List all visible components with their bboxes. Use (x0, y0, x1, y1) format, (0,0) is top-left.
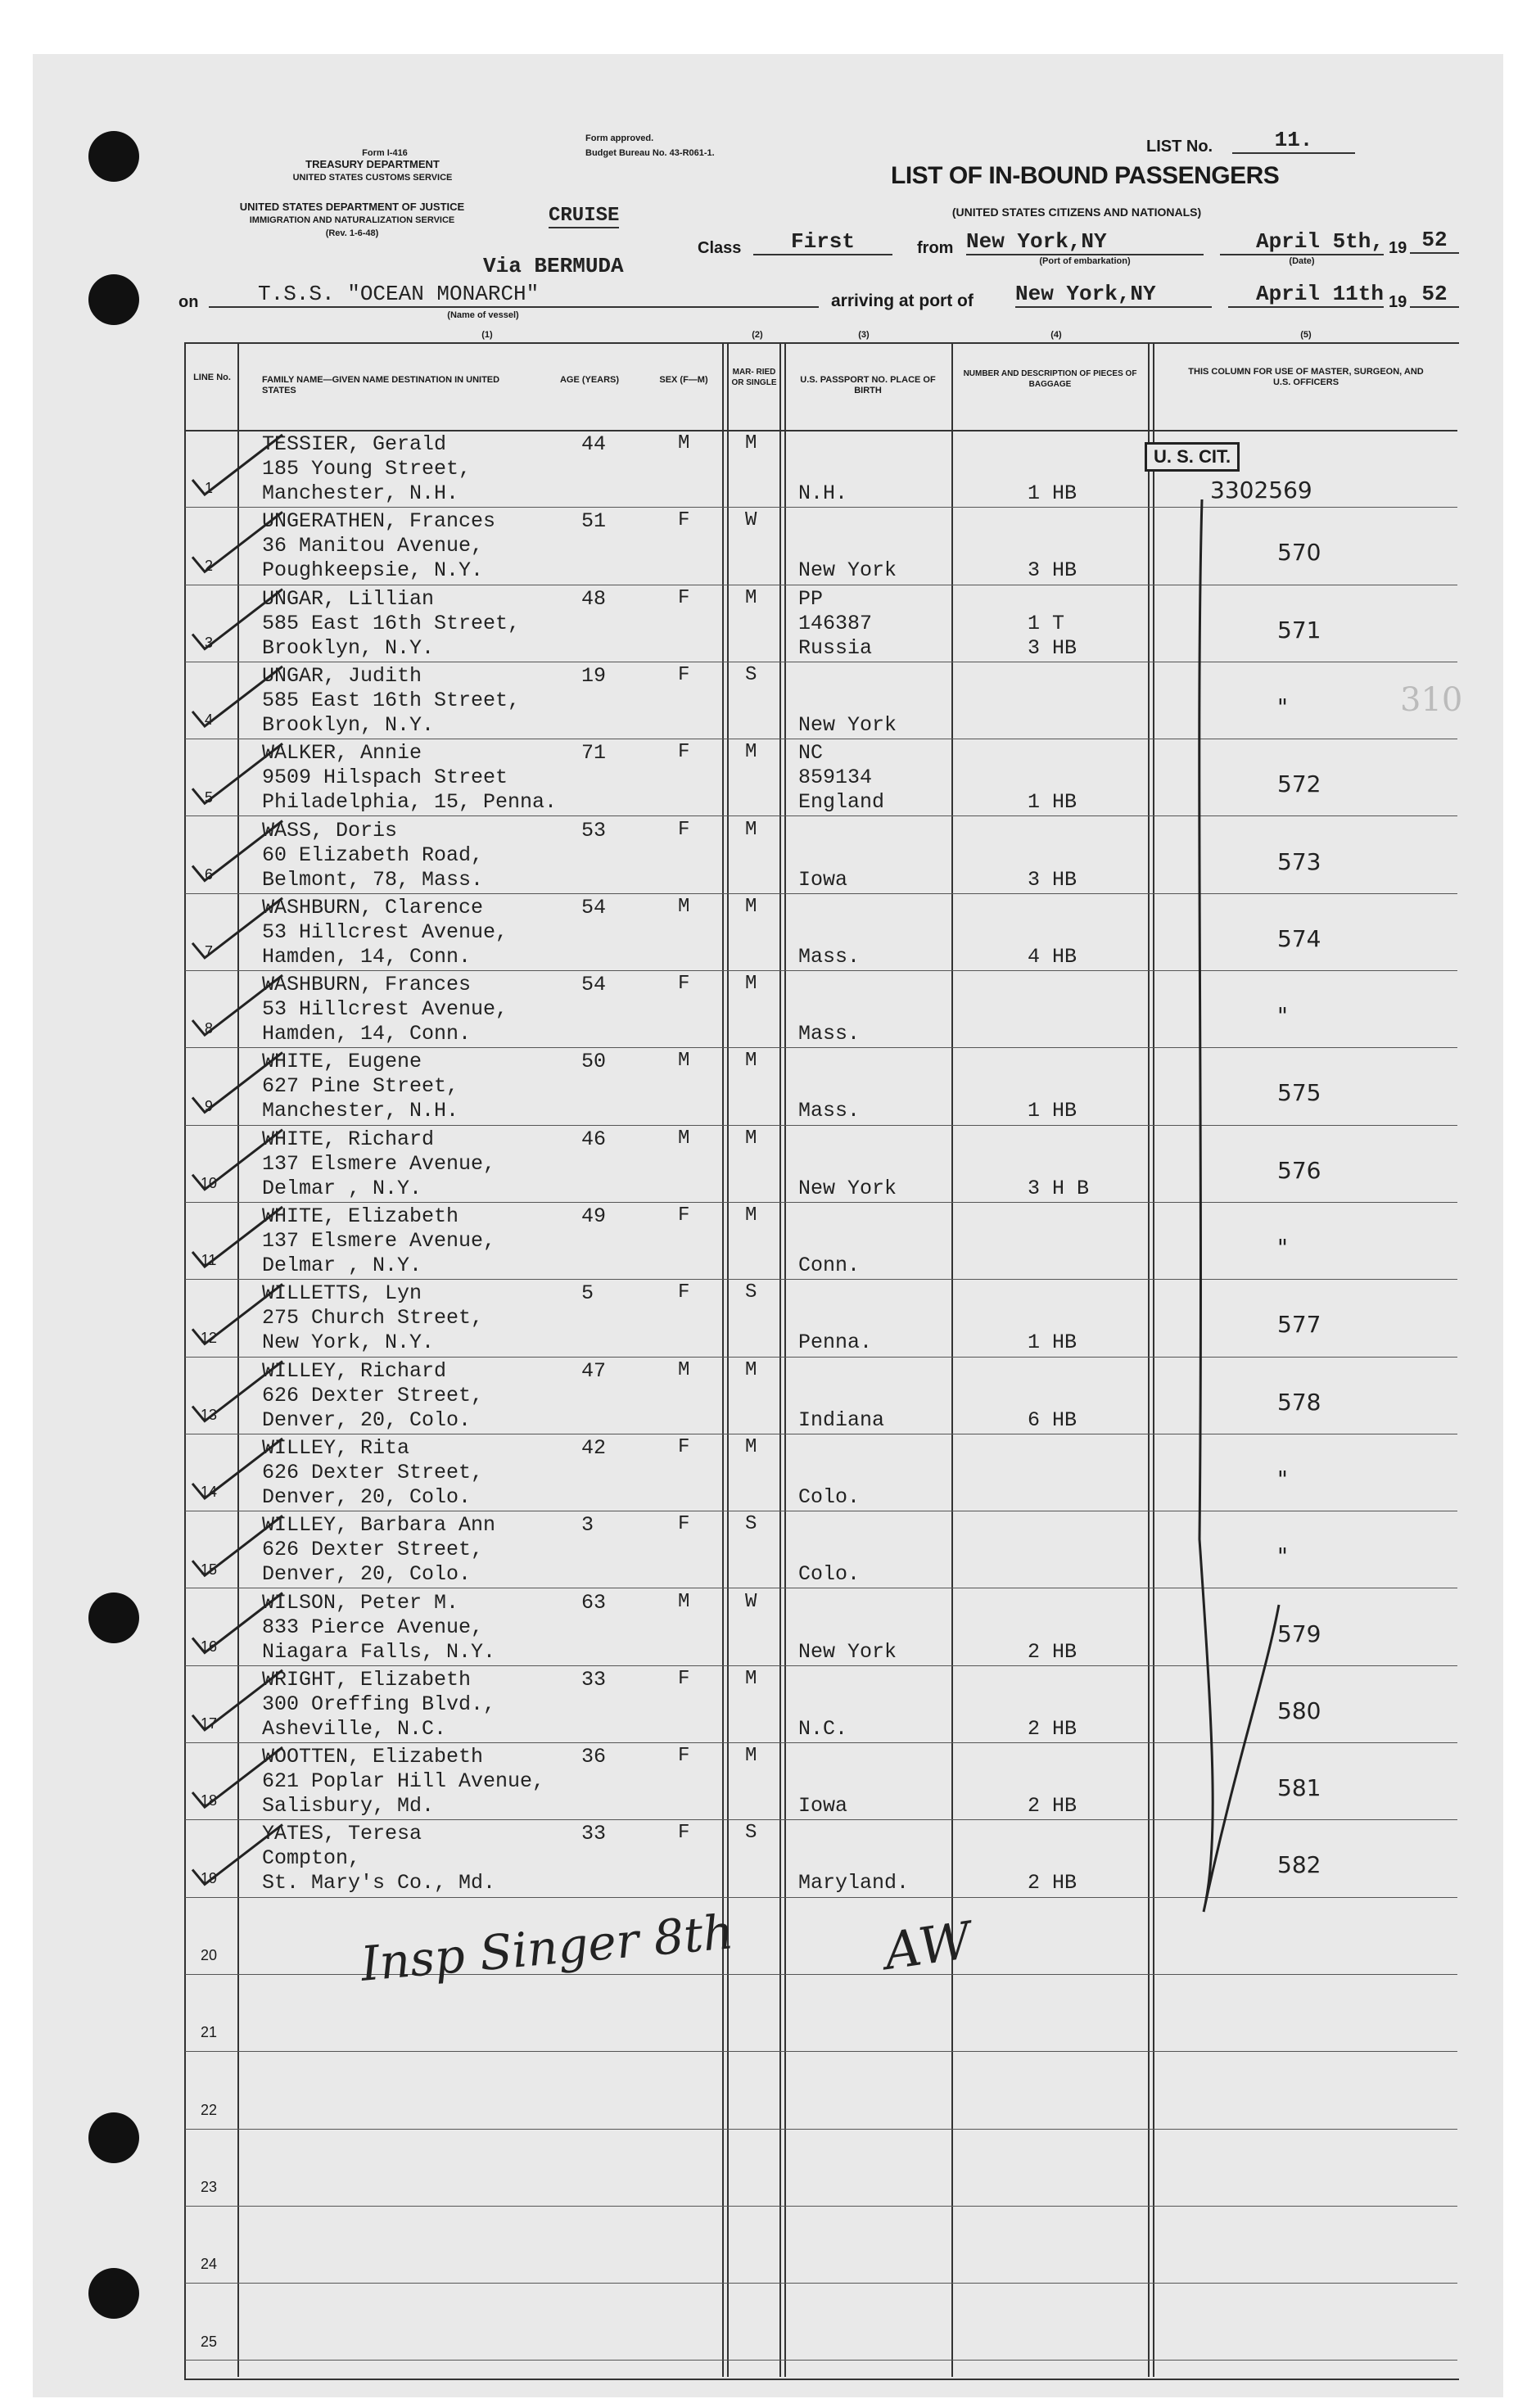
arrive-year: 52 (1410, 282, 1459, 308)
address-street: 585 East 16th Street, (262, 688, 521, 712)
line-number: 10 (200, 1175, 218, 1191)
sex-value: M (678, 432, 690, 454)
header-line-no: LINE No. (193, 373, 231, 382)
dept-customs: UNITED STATES CUSTOMS SERVICE (292, 173, 453, 183)
marital-status: M (745, 586, 757, 609)
place-of-birth: Mass. (798, 1099, 861, 1123)
age-value: 63 (581, 1590, 607, 1615)
place-of-birth: Mass. (798, 1022, 861, 1046)
address-street: 9509 Hilspach Street (262, 766, 508, 790)
passenger-name: WILLEY, Rita (262, 1435, 410, 1460)
line-number: 11 (201, 1252, 217, 1269)
check-mark (192, 1439, 282, 1498)
check-mark (192, 1670, 282, 1730)
line-number: 3 (204, 634, 213, 651)
officer-number: 581 (1277, 1774, 1321, 1802)
passenger-name: TESSIER, Gerald (262, 432, 447, 456)
sex-value: F (678, 1822, 690, 1845)
address-city: Denver, 20, Colo. (262, 1407, 472, 1432)
passport-code: PP (798, 586, 824, 611)
baggage-count: 2 HB (1028, 1871, 1077, 1895)
address-city: New York, N.Y. (262, 1330, 435, 1355)
address-street: 275 Church Street, (262, 1306, 484, 1330)
officer-number: " (1277, 1465, 1288, 1493)
age-value: 19 (581, 663, 607, 688)
officer-number: 573 (1277, 847, 1321, 875)
officer-number: 570 (1277, 539, 1321, 567)
passenger-name: UNGAR, Lillian (262, 586, 435, 611)
officer-number: 578 (1277, 1388, 1321, 1416)
address-street: 627 Pine Street, (262, 1074, 459, 1099)
line-number: 7 (204, 943, 213, 960)
baggage-count: 6 HB (1028, 1407, 1077, 1432)
place-of-birth: N.C. (798, 1716, 848, 1741)
line-number: 24 (200, 2256, 218, 2273)
sex-value: M (678, 1127, 690, 1150)
line-number: 20 (200, 1947, 218, 1963)
baggage-count: 4 HB (1028, 944, 1077, 969)
sex-value: M (678, 895, 690, 918)
baggage-count: 2 HB (1028, 1716, 1077, 1741)
officer-number: 576 (1277, 1156, 1321, 1184)
address-city: Brooklyn, N.Y. (262, 635, 435, 660)
sex-value: F (678, 1204, 690, 1227)
place-of-birth: New York (798, 712, 897, 737)
officer-number: 580 (1277, 1696, 1321, 1724)
marital-status: W (745, 509, 757, 532)
line-number: 23 (200, 2178, 218, 2195)
passenger-name: YATES, Teresa (262, 1822, 422, 1846)
age-value: 51 (581, 509, 607, 534)
place-of-birth: Colo. (798, 1562, 861, 1587)
passenger-name: WILLEY, Richard (262, 1358, 447, 1383)
via-label: Via BERMUDA (483, 254, 624, 278)
side-number: 310 (1400, 681, 1463, 719)
check-mark (192, 1207, 282, 1267)
sex-value: M (678, 1050, 690, 1073)
from-port: New York,NY (966, 229, 1204, 255)
age-value: 33 (581, 1822, 607, 1846)
check-mark (192, 512, 282, 572)
address-city: Delmar , N.Y. (262, 1254, 422, 1277)
vessel-label: (Name of vessel) (447, 310, 519, 320)
baggage-count: 2 HB (1028, 1794, 1077, 1818)
from-date: April 5th, (1220, 229, 1384, 255)
on-label: on (178, 293, 199, 311)
address-city: Belmont, 78, Mass. (262, 867, 484, 892)
place-of-birth: England (798, 790, 885, 815)
marital-status: M (745, 1127, 757, 1150)
age-value: 42 (581, 1435, 607, 1460)
line-number: 9 (204, 1097, 213, 1114)
line-number: 8 (204, 1020, 213, 1037)
check-mark (192, 1362, 282, 1421)
arriving-label: arriving at port of (831, 291, 974, 310)
sex-value: F (678, 509, 690, 532)
address-street: 137 Elsmere Avenue, (262, 1151, 496, 1176)
address-city: Denver, 20, Colo. (262, 1484, 472, 1509)
class-label: Class (698, 239, 742, 257)
line-number: 22 (200, 2101, 218, 2118)
passenger-name: WILSON, Peter M. (262, 1590, 459, 1615)
address-street: 137 Elsmere Avenue, (262, 1229, 496, 1253)
address-street: 833 Pierce Avenue, (262, 1615, 484, 1639)
age-value: 5 (581, 1281, 594, 1306)
passenger-name: WILLETTS, Lyn (262, 1281, 422, 1306)
check-mark (192, 975, 282, 1035)
line-number: 21 (200, 2024, 218, 2041)
col-num-5: (5) (1300, 330, 1312, 340)
age-value: 53 (581, 818, 607, 843)
sex-value: F (678, 586, 690, 609)
line-number: 2 (204, 557, 213, 574)
place-of-birth: N.H. (798, 481, 848, 505)
age-value: 54 (581, 973, 607, 997)
marital-status: M (745, 1745, 757, 1768)
dept-justice: UNITED STATES DEPARTMENT OF JUSTICE (239, 201, 465, 213)
vessel-name: T.S.S. "OCEAN MONARCH" (209, 282, 819, 308)
passenger-name: WASHBURN, Frances (262, 973, 472, 997)
marital-status: S (745, 1513, 757, 1536)
baggage-count: 1 HB (1028, 1330, 1077, 1355)
sex-value: F (678, 1281, 690, 1304)
line-number: 25 (200, 2333, 218, 2350)
place-of-birth: Mass. (798, 944, 861, 969)
address-street: 626 Dexter Street, (262, 1460, 484, 1484)
header-baggage: NUMBER AND DESCRIPTION OF PIECES OF BAGGAGE (963, 369, 1137, 389)
age-value: 47 (581, 1358, 607, 1383)
passport-number: 146387 (798, 611, 873, 635)
budget-bureau: Budget Bureau No. 43-R061-1. (585, 148, 715, 158)
address-street: 36 Manitou Avenue, (262, 534, 484, 558)
age-value: 48 (581, 586, 607, 611)
baggage-count: 1 HB (1028, 790, 1077, 815)
dept-treasury: TREASURY DEPARTMENT (305, 158, 440, 170)
header-passport: U.S. PASSPORT NO. PLACE OF BIRTH (800, 375, 936, 395)
officer-number: " (1277, 693, 1288, 721)
baggage-count: 1 HB (1028, 1099, 1077, 1123)
sex-value: F (678, 1667, 690, 1690)
check-mark (192, 743, 282, 803)
place-of-birth: Colo. (798, 1484, 861, 1509)
age-value: 50 (581, 1050, 607, 1074)
marital-status: M (745, 1050, 757, 1073)
place-of-birth: Maryland. (798, 1871, 910, 1895)
inspector-signature: Insp Singer 8th (358, 1904, 736, 1992)
cruise-label: CRUISE (549, 205, 620, 227)
address-street: 185 Young Street, (262, 457, 472, 481)
place-of-birth: Conn. (798, 1254, 861, 1277)
check-mark (192, 821, 282, 881)
marital-status: M (745, 818, 757, 841)
line-number: 17 (200, 1715, 218, 1733)
check-mark (192, 1824, 282, 1884)
address-city: Brooklyn, N.Y. (262, 712, 435, 737)
marital-status: S (745, 1281, 757, 1304)
header-sex: SEX (F—M) (659, 375, 708, 385)
line-number: 16 (200, 1638, 218, 1655)
line-number: 6 (204, 865, 213, 883)
passport-number: 859134 (798, 766, 873, 790)
baggage-count: 3 HB (1028, 867, 1077, 892)
age-value: 36 (581, 1745, 607, 1769)
sex-value: F (678, 1745, 690, 1768)
check-mark (192, 898, 282, 958)
sex-value: F (678, 973, 690, 996)
from-year-prefix: 19 (1389, 239, 1407, 257)
line-number: 14 (200, 1484, 218, 1501)
port-embark-label: (Port of embarkation) (1039, 256, 1131, 266)
list-no-label: LIST No. (1146, 138, 1213, 156)
officer-number: " (1277, 1234, 1288, 1261)
passenger-name: WILLEY, Barbara Ann (262, 1513, 496, 1538)
officer-number: 574 (1277, 924, 1321, 952)
sex-value: F (678, 818, 690, 841)
check-mark (192, 435, 282, 495)
col-num-4: (4) (1050, 330, 1062, 340)
address-street: 626 Dexter Street, (262, 1383, 484, 1407)
col-num-1: (1) (481, 330, 493, 340)
marital-status: M (745, 1435, 757, 1458)
passenger-name: WOOTTEN, Elizabeth (262, 1745, 484, 1769)
line-number: 15 (200, 1561, 218, 1578)
age-value: 44 (581, 432, 607, 456)
check-mark (192, 1747, 282, 1807)
passenger-name: UNGERATHEN, Frances (262, 509, 496, 534)
officer-number: 571 (1277, 616, 1321, 644)
address-street: 621 Poplar Hill Avenue, (262, 1769, 545, 1794)
age-value: 33 (581, 1667, 607, 1692)
address-city: Manchester, N.H. (262, 1099, 459, 1123)
date-label: (Date) (1289, 256, 1315, 266)
baggage-count: 1 HB (1028, 481, 1077, 505)
passenger-name: WHITE, Eugene (262, 1050, 422, 1074)
address-city: Manchester, N.H. (262, 481, 459, 505)
header-officers: THIS COLUMN FOR USE OF MASTER, SURGEON, AND U.S. OFFICERS (1188, 367, 1424, 387)
verification-stroke (1199, 499, 1279, 1912)
address-street: Compton, (262, 1846, 361, 1871)
sex-value: F (678, 663, 690, 686)
header-name: FAMILY NAME—GIVEN NAME DESTINATION IN UNITED STATES (262, 375, 500, 395)
sex-value: F (678, 1513, 690, 1536)
address-city: Denver, 20, Colo. (262, 1562, 472, 1587)
place-of-birth: New York (798, 1639, 897, 1664)
check-mark (192, 1130, 282, 1190)
address-city: Hamden, 14, Conn. (262, 1022, 472, 1046)
passenger-name: UNGAR, Judith (262, 663, 422, 688)
marital-status: M (745, 1667, 757, 1690)
age-value: 3 (581, 1513, 594, 1538)
line-number: 19 (200, 1869, 218, 1886)
passenger-name: WALKER, Annie (262, 741, 422, 766)
arrive-year-prefix: 19 (1389, 293, 1407, 311)
baggage-count: 3 HB (1028, 635, 1077, 660)
marital-status: W (745, 1590, 757, 1613)
officer-number: 572 (1277, 770, 1321, 798)
address-street: 300 Oreffing Blvd., (262, 1692, 496, 1716)
age-value: 46 (581, 1127, 607, 1151)
check-mark (192, 1593, 282, 1653)
place-of-birth: Russia (798, 635, 873, 660)
from-year: 52 (1410, 228, 1459, 254)
sex-value: M (678, 1590, 690, 1613)
line-number: 13 (200, 1406, 218, 1423)
age-value: 49 (581, 1204, 607, 1228)
address-street: 626 Dexter Street, (262, 1538, 484, 1562)
stamp-text: U. S. CIT. (1154, 446, 1231, 467)
officer-number: 582 (1277, 1851, 1321, 1879)
address-city: Salisbury, Md. (262, 1794, 435, 1818)
baggage-extra: 1 T (1028, 611, 1065, 635)
from-label: from (917, 239, 954, 257)
address-city: Delmar , N.Y. (262, 1176, 422, 1200)
marital-status: M (745, 1358, 757, 1381)
officer-number: 577 (1277, 1311, 1321, 1339)
address-street: 53 Hillcrest Avenue, (262, 997, 508, 1022)
check-mark (192, 1052, 282, 1112)
place-of-birth: Iowa (798, 1794, 848, 1818)
address-city: Niagara Falls, N.Y. (262, 1639, 496, 1664)
address-city: Philadelphia, 15, Penna. (262, 790, 558, 815)
baggage-count: 2 HB (1028, 1639, 1077, 1664)
col-num-2: (2) (752, 330, 763, 340)
line-number: 18 (200, 1792, 218, 1809)
col-num-3: (3) (858, 330, 870, 340)
line-number: 4 (204, 712, 213, 729)
arrive-date: April 11th (1228, 282, 1384, 308)
marital-status: M (745, 432, 757, 454)
address-city: Hamden, 14, Conn. (262, 944, 472, 969)
dept-ins: IMMIGRATION AND NATURALIZATION SERVICE (249, 215, 455, 225)
age-value: 71 (581, 741, 607, 766)
sex-value: F (678, 1435, 690, 1458)
line-number: 5 (204, 788, 213, 806)
check-mark (192, 666, 282, 726)
passenger-name: WRIGHT, Elizabeth (262, 1667, 472, 1692)
baggage-count: 3 H B (1028, 1176, 1090, 1200)
marital-status: M (745, 741, 757, 764)
marital-status: S (745, 1822, 757, 1845)
form-number: Form I-416 (362, 148, 408, 158)
form-approved: Form approved. (585, 133, 654, 143)
address-city: St. Mary's Co., Md. (262, 1871, 496, 1895)
sex-value: M (678, 1358, 690, 1381)
address-city: Poughkeepsie, N.Y. (262, 558, 484, 583)
baggage-count: 3 HB (1028, 558, 1077, 583)
form-subtitle: (UNITED STATES CITIZENS AND NATIONALS) (951, 206, 1202, 219)
officer-number: " (1277, 1002, 1288, 1030)
officer-number: 579 (1277, 1620, 1321, 1647)
check-mark (192, 590, 282, 649)
header-married: MAR- RIED OR SINGLE (731, 368, 777, 387)
officer-number: 3302569 (1210, 477, 1312, 504)
passenger-name: WHITE, Elizabeth (262, 1204, 459, 1228)
address-city: Asheville, N.C. (262, 1716, 447, 1741)
passenger-name: WHITE, Richard (262, 1127, 435, 1151)
marital-status: M (745, 1204, 757, 1227)
list-no-value: 11. (1232, 128, 1355, 154)
class-value: First (753, 229, 892, 255)
age-value: 54 (581, 895, 607, 919)
form-title: LIST OF IN-BOUND PASSENGERS (891, 162, 1280, 189)
place-of-birth: Indiana (798, 1407, 885, 1432)
address-street: 585 East 16th Street, (262, 611, 521, 635)
check-mark (192, 1516, 282, 1575)
line-number: 12 (200, 1329, 218, 1346)
initials-signature: AW (880, 1909, 975, 1982)
place-of-birth: Penna. (798, 1330, 873, 1355)
sex-value: F (678, 741, 690, 764)
form-revision: (Rev. 1-6-48) (325, 228, 379, 238)
passport-code: NC (798, 741, 824, 766)
passenger-name: WASHBURN, Clarence (262, 895, 484, 919)
officer-number: 575 (1277, 1079, 1321, 1107)
place-of-birth: New York (798, 558, 897, 583)
address-street: 60 Elizabeth Road, (262, 843, 484, 867)
place-of-birth: Iowa (798, 867, 848, 892)
line-number: 1 (204, 480, 213, 497)
marital-status: M (745, 973, 757, 996)
place-of-birth: New York (798, 1176, 897, 1200)
check-mark (192, 1284, 282, 1344)
passenger-name: WASS, Doris (262, 818, 398, 843)
marital-status: S (745, 663, 757, 686)
arrive-port: New York,NY (1015, 282, 1212, 308)
address-street: 53 Hillcrest Avenue, (262, 919, 508, 944)
header-age: AGE (YEARS) (559, 375, 620, 385)
officer-number: " (1277, 1543, 1288, 1570)
marital-status: M (745, 895, 757, 918)
